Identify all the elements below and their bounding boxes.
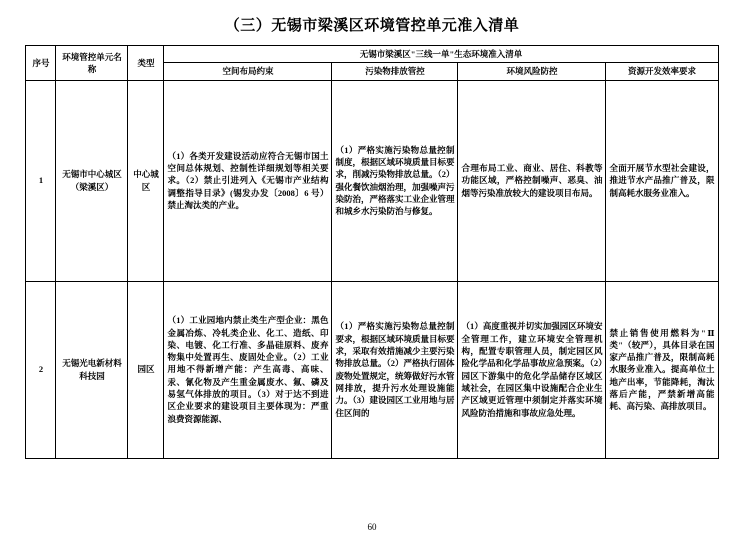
column-header-resource: 资源开发效率要求 bbox=[606, 63, 718, 80]
table-group-header-row bbox=[26, 46, 718, 63]
column-header-pollutant: 污染物排放管控 bbox=[332, 63, 458, 80]
column-header-risk: 环境风险防控 bbox=[458, 63, 606, 80]
row-pollutant-control: （1）严格实施污染物总量控制制度，根据区域环境质量目标要求，削减污染物排放总量。（2）强化餐饮油烟治理，加强噪声污染防治，严格落实工业企业管理和城乡水污染防治与修复。 bbox=[332, 80, 458, 281]
environment-control-table bbox=[25, 45, 718, 459]
document-page bbox=[0, 14, 744, 536]
row-space-constraint: （1）工业园地内禁止类生产型企业：黑色金属冶炼、冷轧类企业、化工、造纸、印染、电镀、化工行准、多晶硅原料、废弃物集中处置再生、废固处企业。（2）工业用地不得新增产能：产生高毒、高味、汞、氰化物及产生重金属废水、氟、磷及易氢气体排放的项目。（3）对于达不到进区企业要求的建设项目主要体现为：严重浪费资源能源、 bbox=[164, 281, 332, 458]
column-header-type: 类型 bbox=[128, 46, 164, 81]
column-header-seq: 序号 bbox=[26, 46, 56, 81]
row-seq: 2 bbox=[26, 281, 56, 458]
row-unit-type: 中心城区 bbox=[128, 80, 164, 281]
row-risk-prevention: 合理布局工业、商业、居住、科教等功能区域，严格控制噪声、恶臭、油烟等污染准放较大的建设项目布局。 bbox=[458, 80, 606, 281]
table-row bbox=[26, 281, 718, 458]
row-resource-efficiency: 禁止销售使用燃料为"Ⅱ类"（较严），具体目录在国家产品推广普及，限制高耗水服务业准入。提高单位土地产出率，节能降耗，淘汰落后产能，严禁新增高能耗、高污染、高排放项目。 bbox=[606, 281, 718, 458]
row-resource-efficiency: 全面开展节水型社会建设，推进节水产品推广普及，限制高耗水服务业准入。 bbox=[606, 80, 718, 281]
row-risk-prevention: （1）高度重视并切实加强园区环境安全管理工作，建立环境安全管理机构，配置专职管理人员，制定园区风险化学品和化学品事故应急预案。（2）园区下游集中的危化学品储存区域区域社会，在园区集中设施配合企业生产区域更近管理中须制定并落实环境风险防治措施和事故应急处理。 bbox=[458, 281, 606, 458]
page-title: （三）无锡市梁溪区环境管控单元准入清单 bbox=[224, 18, 520, 34]
page-number: 60 bbox=[367, 522, 377, 532]
row-unit-type: 园区 bbox=[128, 281, 164, 458]
row-pollutant-control: （1）严格实施污染物总量控制要求，根据区域环境质量目标要求，采取有效措施减少主要污染物排放总量。（2）严格执行固体废物处置规定，统筹做好污水管网排放，提升污水处理设施能力。（3）建设园区工业用地与居住区间的 bbox=[332, 281, 458, 458]
row-space-constraint: （1）各类开发建设活动应符合无锡市国土空间总体规划、控制性详细规划等相关要求。（2）禁止引进列入《无锡市产业结构调整指导目录》(锡发办发〔2008〕6 号）禁止淘汰类的产业。 bbox=[164, 80, 332, 281]
row-seq: 1 bbox=[26, 80, 56, 281]
row-unit-name: 无锡市中心城区（梁溪区） bbox=[56, 80, 128, 281]
table-group-header: 无锡市梁溪区"三线一单"生态环境准入清单 bbox=[164, 46, 718, 63]
column-header-name: 环境管控单元名称 bbox=[56, 46, 128, 81]
table-row bbox=[26, 80, 718, 281]
column-header-space: 空间布局约束 bbox=[164, 63, 332, 80]
row-unit-name: 无锡光电新材料科技园 bbox=[56, 281, 128, 458]
